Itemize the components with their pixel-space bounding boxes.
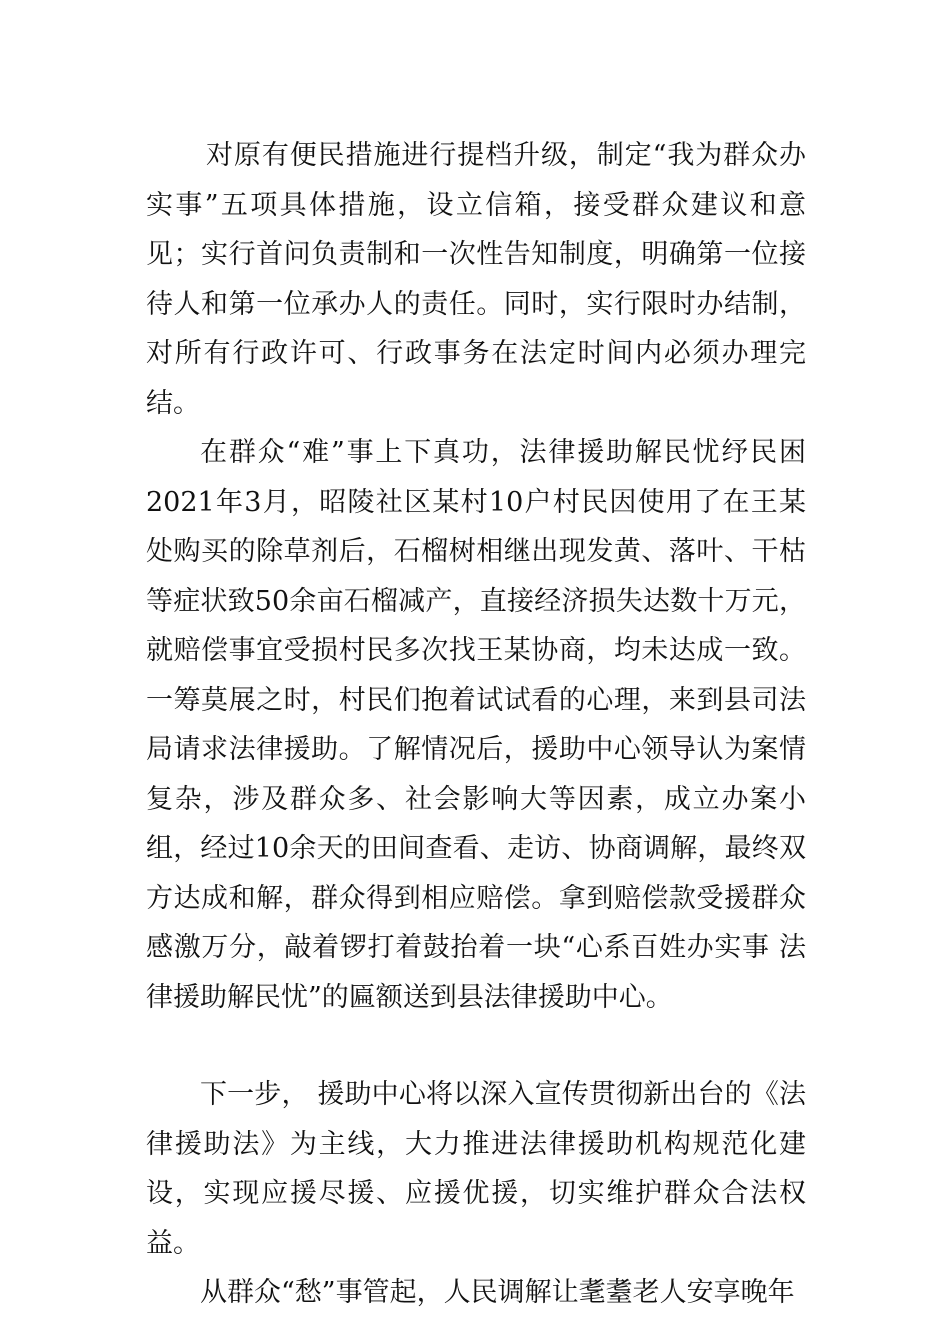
paragraph-mediation-heading: 从群众“愁”事管起，人民调解让耄耋老人安享晚年 bbox=[200, 1277, 795, 1308]
paragraph-legal-aid-case: 在群众“难”事上下真功，法律援助解民忧纾民困2021年3月，昭陵社区某村10户村民因使用了在王某处购买的除草剂后，石榴树相继出现发黄、落叶、干枯等症状致50余亩石榴减产，直接经济损失达数十万元，就赔偿事宜受损村民多次找王某协商，均未达成一致。一筹莫展之时，村民们抱着试试看的心理，来到县司法局请求法律援助。了解情况后，援助中心领导认为案情复杂，涉及群众多、社会影响大等因素，成立办案小组，经过10余天的田间查看、走访、协商调解，最终双方达成和解，群众得到相应赔偿。拿到赔偿款受援群众感激万分，敲着锣打着鼓抬着一块“心系百姓办实事 法律援助解民忧”的匾额送到县法律援助中心。 bbox=[146, 437, 806, 1013]
paragraph-next-step: 下一步， 援助中心将以深入宣传贯彻新出台的《法律援助法》为主线，大力推进法律援助机构规范化建设，实现应援尽援、应援优援，切实维护群众合法权益。 bbox=[146, 1079, 806, 1259]
document-body bbox=[146, 131, 806, 1318]
paragraph-spacer bbox=[146, 1022, 806, 1070]
paragraph-convenience-measures: 对原有便民措施进行提档升级，制定“我为群众办实事”五项具体措施，设立信箱，接受群众建议和意见；实行首问负责制和一次性告知制度，明确第一位接待人和第一位承办人的责任。同时，实行限时办结制，对所有行政许可、行政事务在法定时间内必须办理完结。 bbox=[146, 140, 806, 419]
